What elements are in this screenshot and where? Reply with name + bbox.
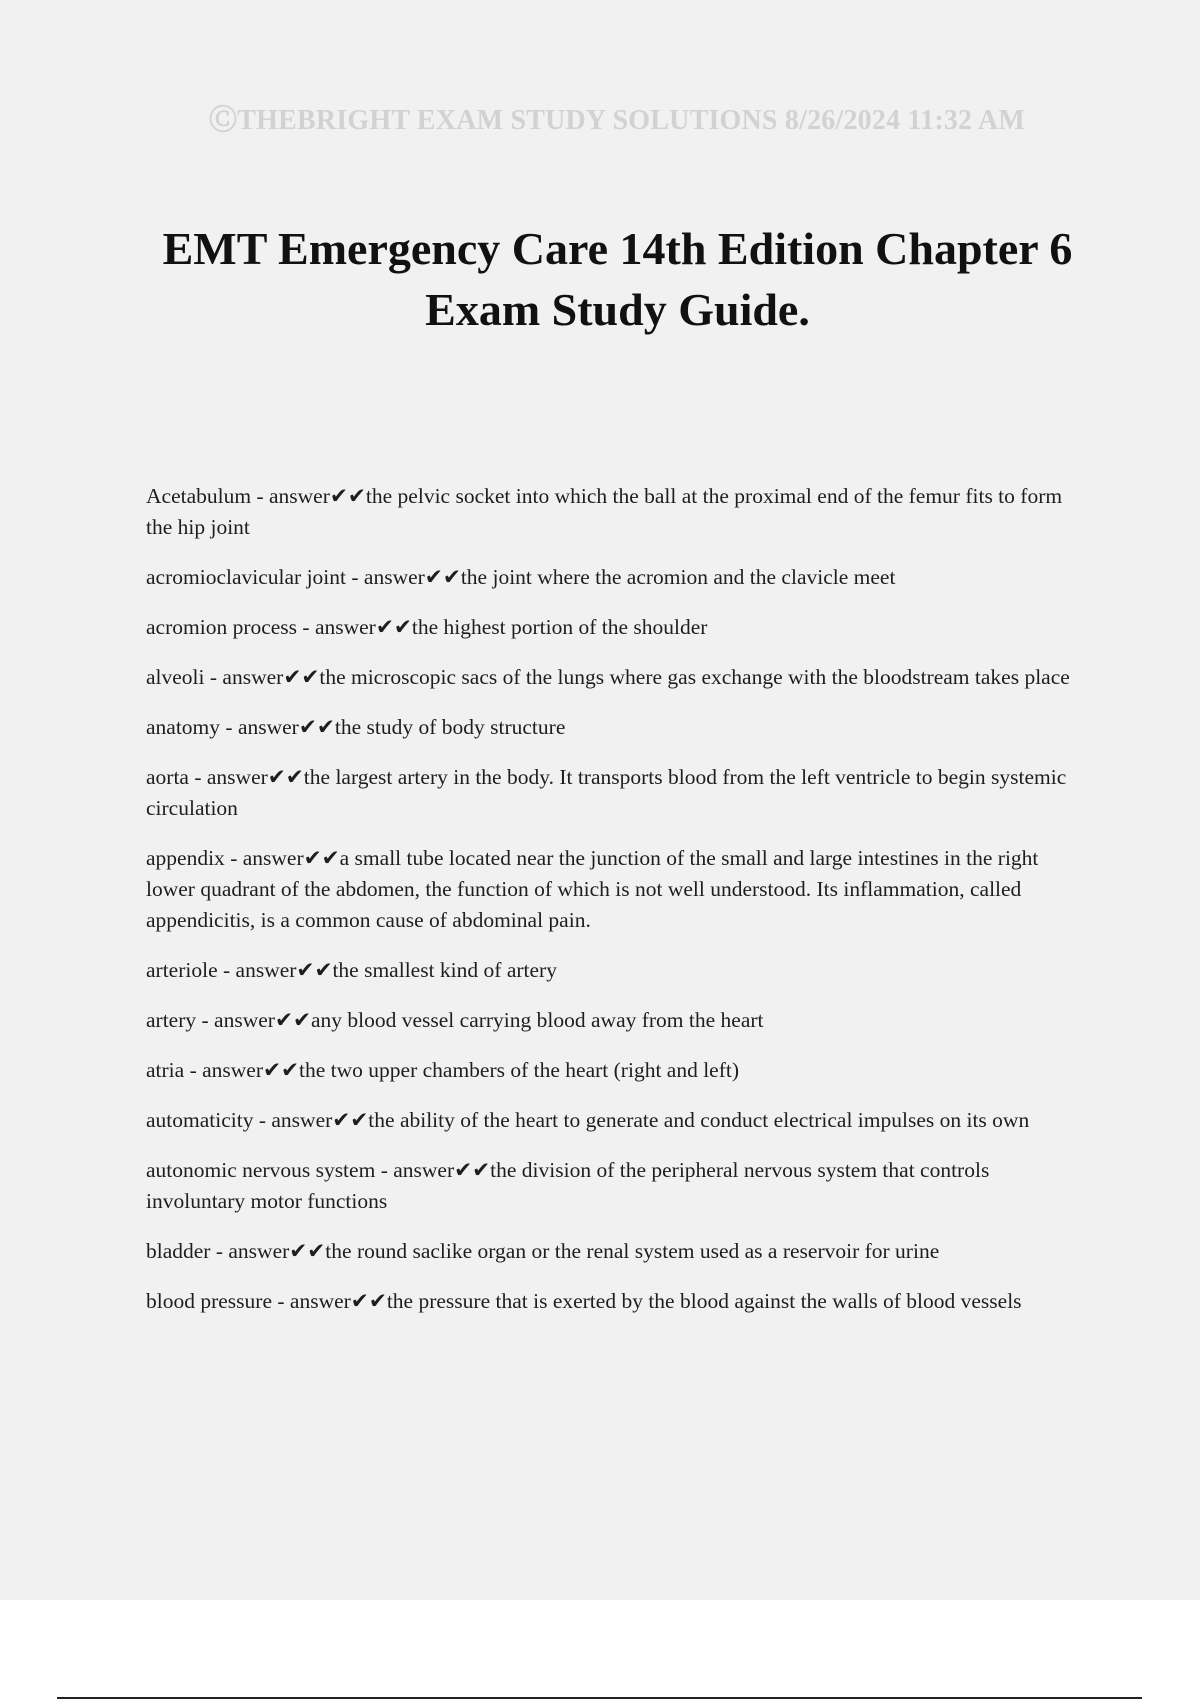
answer-marker: - answer✔✔ xyxy=(204,665,320,689)
entry-term: arteriole xyxy=(146,958,218,982)
entry-definition: the division of the peripheral nervous system that controls involuntary motor functions xyxy=(146,1158,990,1213)
answer-marker: - answer✔✔ xyxy=(220,715,335,739)
answer-marker: - answer✔✔ xyxy=(196,1008,311,1032)
entry-definition: the study of body structure xyxy=(334,715,566,739)
entry-definition: a small tube located near the junction of the small and large intestines in the right lower quadrant of the abdomen, the function of which is not well understood. Its inflammation, called appendicitis, is a common cause of abdominal pain. xyxy=(146,846,1039,932)
entry-term: anatomy xyxy=(146,715,221,739)
answer-marker: - answer✔✔ xyxy=(253,1108,369,1132)
answer-marker: - answer✔✔ xyxy=(224,846,340,870)
entry-term: acromioclavicular joint xyxy=(146,565,346,589)
answer-marker: - answer✔✔ xyxy=(375,1158,491,1182)
glossary-entry xyxy=(146,612,1076,643)
entry-definition: the microscopic sacs of the lungs where gas exchange with the bloodstream takes place xyxy=(319,665,1070,689)
glossary-entry xyxy=(146,1236,1076,1267)
entry-definition: the two upper chambers of the heart (right and left) xyxy=(299,1058,740,1082)
glossary-entry xyxy=(146,712,1076,743)
entry-definition: the pelvic socket into which the ball at the proximal end of the femur fits to form the hip joint xyxy=(146,484,1063,539)
entry-term: acromion process xyxy=(146,615,298,639)
entry-term: Acetabulum xyxy=(146,484,252,508)
glossary-entry xyxy=(146,662,1076,693)
entry-definition: the joint where the acromion and the clavicle meet xyxy=(460,565,896,589)
entry-definition: any blood vessel carrying blood away from the heart xyxy=(310,1008,764,1032)
answer-marker: - answer✔✔ xyxy=(217,958,333,982)
footer-divider xyxy=(57,1697,1142,1699)
answer-marker: - answer✔✔ xyxy=(251,484,366,508)
entry-term: atria xyxy=(146,1058,185,1082)
entry-term: autonomic nervous system xyxy=(146,1158,376,1182)
answer-marker: - answer✔✔ xyxy=(272,1289,387,1313)
entry-definition: the highest portion of the shoulder xyxy=(411,615,708,639)
glossary-entry xyxy=(146,1055,1076,1086)
entry-definition: the smallest kind of artery xyxy=(332,958,557,982)
answer-marker: - answer✔✔ xyxy=(210,1239,326,1263)
entry-definition: the pressure that is exerted by the blood against the walls of blood vessels xyxy=(386,1289,1022,1313)
glossary-entry xyxy=(146,562,1076,593)
entry-term: alveoli xyxy=(146,665,205,689)
answer-marker: - answer✔✔ xyxy=(297,615,412,639)
glossary-entry xyxy=(146,481,1076,543)
glossary-entry xyxy=(146,762,1076,824)
glossary-entry xyxy=(146,955,1076,986)
answer-marker: - answer✔✔ xyxy=(184,1058,300,1082)
watermark: ⒸTHEBRIGHT EXAM STUDY SOLUTIONS 8/26/2024 11:32 AM xyxy=(209,105,1025,136)
page-title: EMT Emergency Care 14th Edition Chapter 6 Exam Study Guide. xyxy=(162,223,1073,335)
entry-term: automaticity xyxy=(146,1108,254,1132)
entry-term: blood pressure xyxy=(146,1289,272,1313)
glossary-entry xyxy=(146,1286,1076,1317)
answer-marker: - answer✔✔ xyxy=(346,565,461,589)
glossary-entry xyxy=(146,1155,1076,1217)
glossary-list xyxy=(146,481,1076,1336)
entry-term: artery xyxy=(146,1008,197,1032)
entry-term: bladder xyxy=(146,1239,211,1263)
glossary-entry xyxy=(146,1005,1076,1036)
entry-term: aorta xyxy=(146,765,189,789)
glossary-entry xyxy=(146,1105,1076,1136)
entry-term: appendix xyxy=(146,846,225,870)
entry-definition: the largest artery in the body. It transports blood from the left ventricle to begin systemic circulation xyxy=(146,765,1067,820)
glossary-entry xyxy=(146,843,1076,936)
answer-marker: - answer✔✔ xyxy=(188,765,304,789)
entry-definition: the round saclike organ or the renal system used as a reservoir for urine xyxy=(325,1239,940,1263)
entry-definition: the ability of the heart to generate and conduct electrical impulses on its own xyxy=(368,1108,1030,1132)
